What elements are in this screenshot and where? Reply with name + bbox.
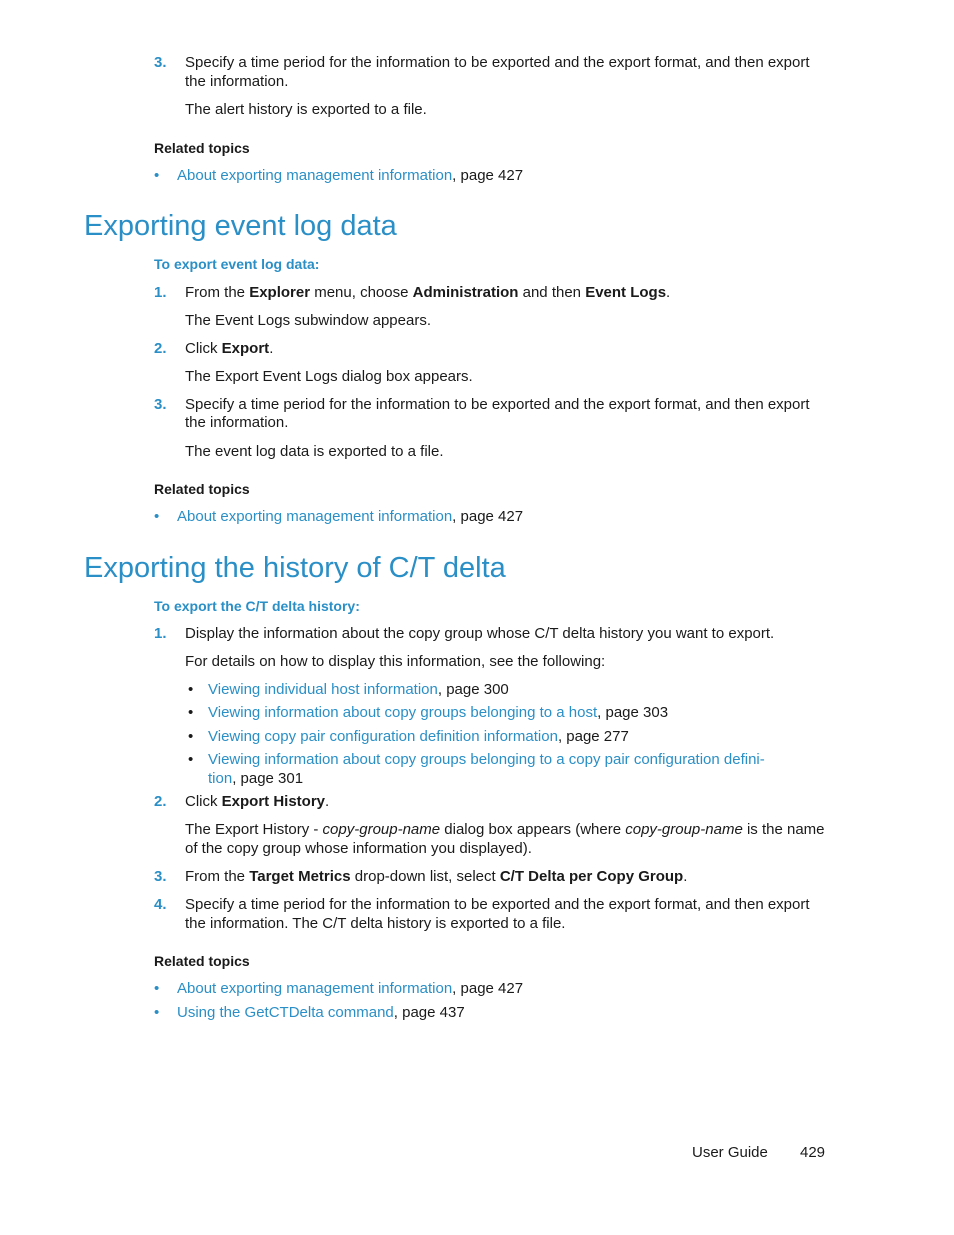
step-text: From the Target Metrics drop-down list, select C/T Delta per Copy Group. [185, 868, 688, 885]
sub-item: Viewing information about copy groups belonging to a host, page 303 [208, 704, 669, 721]
sub-link[interactable]: tion [208, 770, 233, 787]
related-topics-label: Related topics [154, 953, 250, 969]
bullet: • [154, 508, 160, 525]
step-text: Specify a time period for the information to be exported and the export format, and then export [185, 396, 810, 413]
step-number: 3. [154, 54, 167, 71]
step-number: 3. [154, 396, 167, 413]
sub-link[interactable]: Viewing information about copy groups belonging to a copy pair configuration defini- [208, 751, 765, 768]
related-item: About exporting management information, page 427 [177, 980, 524, 997]
step-number: 2. [154, 340, 167, 357]
step-text: Specify a time period for the information to be exported and the export format, and then export [185, 896, 810, 913]
sub-item: Viewing individual host information, page 300 [208, 681, 509, 698]
sub-item [208, 751, 765, 768]
bullet: • [154, 1004, 160, 1021]
step-number: 3. [154, 868, 167, 885]
bullet: • [188, 681, 194, 698]
step-text: the information. The C/T delta history is exported to a file. [185, 915, 566, 932]
step-text: From the Explorer menu, choose Administration and then Event Logs. [185, 284, 671, 301]
step-detail: For details on how to display this information, see the following: [185, 653, 606, 670]
bullet: • [188, 704, 194, 721]
sub-item-cont: tion, page 301 [208, 770, 304, 787]
step-result: The Export Event Logs dialog box appears. [185, 368, 473, 385]
procedure-label: To export the C/T delta history: [154, 598, 360, 614]
related-item: About exporting management information, page 427 [177, 167, 524, 184]
step-text: Click Export History. [185, 793, 330, 810]
step-number: 2. [154, 793, 167, 810]
related-link[interactable]: About exporting management information [177, 980, 453, 997]
section-heading: Exporting the history of C/T delta [84, 552, 506, 584]
related-item: Using the GetCTDelta command, page 437 [177, 1004, 465, 1021]
footer-label: User Guide [692, 1144, 768, 1161]
step-text: Click Export. [185, 340, 274, 357]
procedure-label: To export event log data: [154, 256, 320, 272]
related-link[interactable]: About exporting management information [177, 167, 453, 184]
bullet: • [154, 167, 160, 184]
bullet: • [188, 751, 194, 768]
related-topics-label: Related topics [154, 140, 250, 156]
related-link[interactable]: Using the GetCTDelta command [177, 1004, 394, 1021]
step-result: The Event Logs subwindow appears. [185, 312, 431, 329]
step-text: the information. [185, 73, 289, 90]
related-link[interactable]: About exporting management information [177, 508, 453, 525]
section-heading: Exporting event log data [84, 210, 397, 242]
step-result: The alert history is exported to a file. [185, 101, 427, 118]
step-result: The Export History - copy-group-name dialog box appears (where copy-group-name is the name [185, 821, 825, 838]
bullet: • [154, 980, 160, 997]
sub-item: Viewing copy pair configuration definition information, page 277 [208, 728, 629, 745]
step-result: The event log data is exported to a file. [185, 443, 444, 460]
step-text: the information. [185, 414, 289, 431]
page-number: 429 [800, 1144, 826, 1161]
step-number: 4. [154, 896, 167, 913]
related-topics-label: Related topics [154, 481, 250, 497]
step-text: Specify a time period for the information to be exported and the export format, and then export [185, 54, 810, 71]
step-number: 1. [154, 625, 167, 642]
sub-link[interactable]: Viewing individual host information [208, 681, 438, 698]
sub-link[interactable]: Viewing copy pair configuration definition information [208, 728, 558, 745]
step-number: 1. [154, 284, 167, 301]
sub-link[interactable]: Viewing information about copy groups belonging to a host [208, 704, 598, 721]
step-text: Display the information about the copy group whose C/T delta history you want to export. [185, 625, 775, 642]
related-item: About exporting management information, page 427 [177, 508, 524, 525]
bullet: • [188, 728, 194, 745]
step-result: of the copy group whose information you displayed). [185, 840, 532, 857]
